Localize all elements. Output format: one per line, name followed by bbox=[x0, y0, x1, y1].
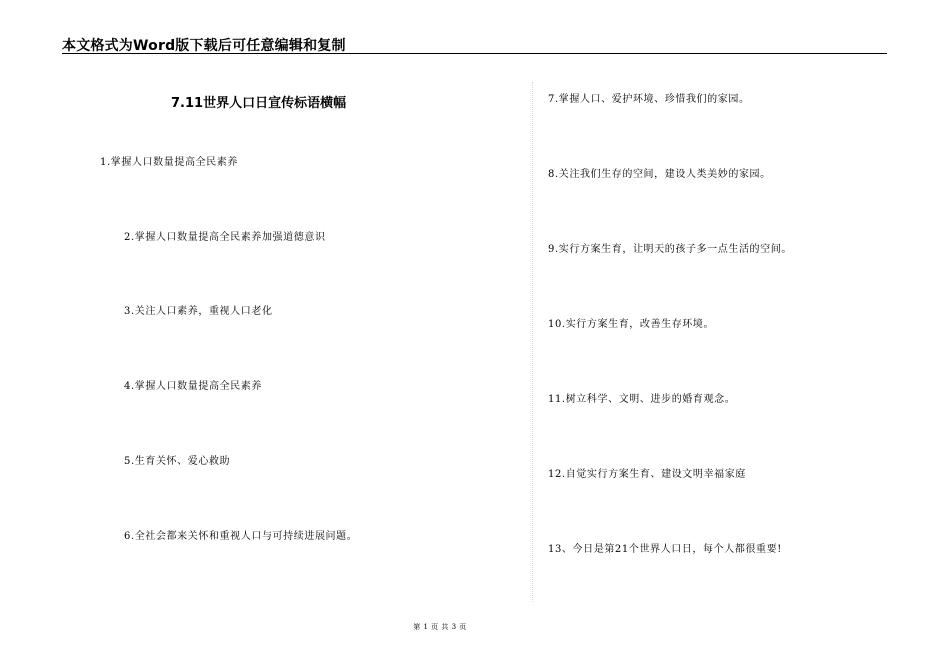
slogan-item: 4.掌握人口数量提高全民素养 bbox=[124, 381, 262, 392]
slogan-item: 9.实行方案生育，让明天的孩子多一点生活的空间。 bbox=[548, 244, 792, 255]
page-header: 本文格式为Word版下载后可任意编辑和复制 bbox=[62, 38, 346, 54]
slogan-item: 13、今日是第21个世界人口日，每个人都很重要! bbox=[548, 544, 782, 555]
slogan-item: 10.实行方案生育，改善生存环境。 bbox=[548, 319, 715, 330]
slogan-item: 1.掌握人口数量提高全民素养 bbox=[100, 157, 238, 168]
column-divider bbox=[532, 82, 533, 602]
page-number-footer: 第 1 页 共 3 页 bbox=[413, 623, 467, 631]
slogan-item: 2.掌握人口数量提高全民素养加强道德意识 bbox=[124, 232, 326, 243]
slogan-item: 12.自觉实行方案生育、建设文明幸福家庭 bbox=[548, 469, 746, 480]
slogan-item: 7.掌握人口、爱护环境、珍惜我们的家园。 bbox=[548, 94, 750, 105]
slogan-item: 5.生育关怀、爱心救助 bbox=[124, 456, 231, 467]
slogan-item: 6.全社会都来关怀和重视人口与可持续进展问题。 bbox=[124, 531, 358, 542]
slogan-item: 3.关注人口素养，重视人口老化 bbox=[124, 306, 273, 317]
header-divider bbox=[62, 53, 887, 54]
slogan-item: 8.关注我们生存的空间，建设人类美妙的家园。 bbox=[548, 169, 771, 180]
document-title: 7.11世界人口日宣传标语横幅 bbox=[171, 96, 347, 111]
slogan-item: 11.树立科学、文明、进步的婚育观念。 bbox=[548, 394, 736, 405]
